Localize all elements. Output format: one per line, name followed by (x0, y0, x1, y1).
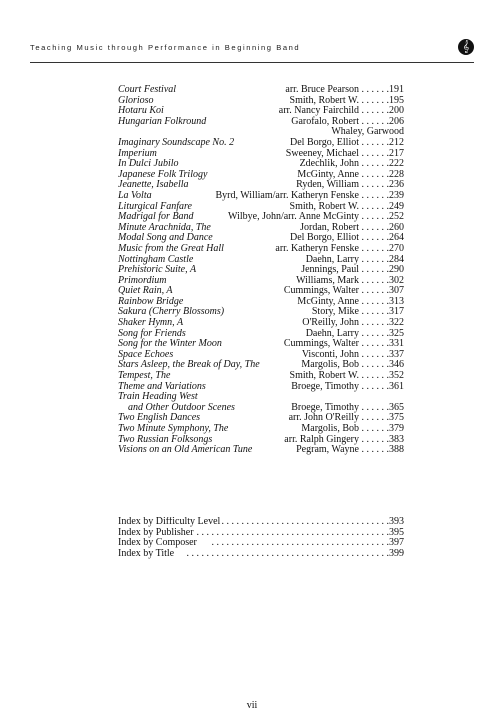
toc-entry-composer-page: Cummings, Walter . . . . . .307 (283, 285, 404, 297)
toc-entry-title: Two Russian Folksongs (118, 433, 213, 445)
toc-entry-title: Song for Friends (118, 327, 186, 339)
index-entry-label: Index by Title (118, 548, 175, 559)
toc-entry-composer-page: Smith, Robert W. . . . . . .195 (289, 94, 404, 106)
toc-entry-title: Quiet Rain, A (118, 285, 173, 297)
toc-entry-title: Imperium (118, 147, 157, 159)
toc-entry-title: Music from the Great Hall (118, 242, 224, 254)
toc-entry (118, 244, 404, 255)
toc-entry-composer-page: arr. John O'Reilly . . . . . .375 (288, 412, 404, 424)
toc-entry-composer-page: Broege, Timothy . . . . . .361 (291, 380, 404, 392)
toc-entry-composer-page: Ryden, William . . . . . .236 (296, 179, 404, 191)
toc-entry-composer-page: arr. Katheryn Fenske . . . . . .270 (275, 242, 404, 254)
index-entry-label: Index by Difficulty Level (118, 517, 221, 527)
toc-entry (118, 138, 404, 149)
index-entry (118, 549, 404, 560)
index-list (118, 517, 404, 559)
toc-entry-title: Hungarian Folkround (118, 115, 207, 127)
toc-entry-composer-page: O'Reilly, John . . . . . .322 (302, 317, 404, 329)
toc-entry-title: Nottingham Castle (118, 253, 194, 265)
toc-entry-title: La Volta (118, 189, 152, 201)
toc-entry-title: Imaginary Soundscape No. 2 (118, 136, 235, 148)
toc-entry-title: Primordium (118, 274, 167, 286)
toc-entry (118, 85, 404, 96)
toc-entry-composer-page: Byrd, William/arr. Katheryn Fenske . . . . . .239 (215, 189, 404, 201)
toc-entry-composer-page: Broege, Timothy . . . . . .365 (291, 401, 404, 413)
toc-entry-composer-page: Daehn, Larry . . . . . .325 (305, 327, 404, 339)
toc-entry-composer-page: McGinty, Anne . . . . . .228 (297, 168, 404, 180)
toc-entry-composer-page: Del Borgo, Elliot . . . . . .212 (290, 136, 404, 148)
toc-entry-title: Jeanette, Isabella (118, 179, 189, 191)
toc-entry (118, 445, 404, 456)
toc-entry-title: Shaker Hymn, A (118, 317, 184, 329)
toc-entry-composer-page: arr. Nancy Fairchild . . . . . .200 (278, 105, 404, 117)
toc-entry-composer-page: Margolis, Bob . . . . . .379 (301, 423, 404, 434)
toc-entry-title: Court Festival (118, 84, 177, 95)
toc-entry-composer-page: Garofalo, Robert . . . . . .206 (291, 115, 404, 127)
toc-entry-title: Two Minute Symphony, The (118, 423, 229, 434)
toc-entry-title: Japanese Folk Trilogy (118, 168, 208, 180)
toc-entry-composer-page: Smith, Robert W. . . . . . .352 (289, 370, 404, 382)
toc-entry-title: Rainbow Bridge (118, 295, 184, 307)
toc-entry-composer-page: McGinty, Anne . . . . . .313 (297, 295, 404, 307)
toc-entry-composer-page: Visconti, John . . . . . .337 (301, 348, 404, 360)
index-entry-page: . . . . . . . . . . . . . . . . . . . . . . . . . . . . . . . . . . . . . . .395 (196, 527, 404, 538)
toc-entry-title: In Dulci Jubilo (118, 158, 179, 170)
toc-entry-composer-page: Wilbye, John/arr. Anne McGinty . . . . . .252 (228, 211, 404, 223)
toc-entry-title: Train Heading West (118, 391, 198, 403)
index-entry-page: . . . . . . . . . . . . . . . . . . . . . . . . . . . . . . . . . . . .397 (211, 538, 404, 549)
toc-entry-title: Glorioso (118, 94, 154, 106)
toc-entry-composer-page: Story, Mike . . . . . .317 (311, 306, 404, 318)
index-entry-page: . . . . . . . . . . . . . . . . . . . . . . . . . . . . . . . . . .393 (221, 517, 404, 527)
toc-entry-composer-page: Pegram, Wayne . . . . . .388 (296, 444, 404, 456)
index-entry (118, 517, 404, 528)
toc-entry-title: Stars Asleep, the Break of Day, The (118, 359, 260, 371)
toc-entry-composer-page: Williams, Mark . . . . . .302 (296, 274, 404, 286)
index-entry (118, 538, 404, 549)
running-header (30, 40, 474, 58)
page-number: vii (246, 700, 258, 711)
toc-entry-title: Tempest, The (118, 370, 171, 382)
index-entry-page: . . . . . . . . . . . . . . . . . . . . . . . . . . . . . . . . . . . . . . . . .399 (186, 548, 404, 559)
running-header-title: Teaching Music through Performance in Beginning Band (30, 43, 301, 52)
toc-entry-title: Sakura (Cherry Blossoms) (118, 306, 225, 318)
toc-entry-title: Two English Dances (118, 412, 201, 424)
toc-entry-composer-page: Cummings, Walter . . . . . .331 (283, 338, 404, 350)
toc-entry-composer-page: Jennings, Paul . . . . . .290 (301, 264, 404, 276)
toc-entry-composer-page: Margolis, Bob . . . . . .346 (301, 359, 404, 371)
toc-entry-composer-page: arr. Bruce Pearson . . . . . .191 (285, 84, 404, 95)
toc-entry-title: Minute Arachnida, The (118, 221, 211, 233)
index-entry (118, 528, 404, 539)
toc-entry-composer-page: Del Borgo, Elliot . . . . . .264 (290, 232, 404, 244)
toc-entry-composer-page: arr. Ralph Gingery . . . . . .383 (284, 433, 404, 445)
toc-entry-composer-page: Daehn, Larry . . . . . .284 (305, 253, 404, 265)
toc-entry-title: Theme and Variations (118, 380, 206, 392)
toc-entry-composer-page: Jordan, Robert . . . . . .260 (300, 221, 404, 233)
index-entry-label: Index by Publisher (118, 527, 194, 538)
index-entry-label: Index by Composer (118, 538, 197, 549)
toc-entry-title: Hotaru Koi (118, 105, 164, 117)
toc-entry-composer-page: Whaley, Garwood (331, 126, 404, 138)
toc-entry (118, 424, 404, 435)
header-rule (30, 62, 474, 63)
toc-entry-composer-page: Smith, Robert W. . . . . . .249 (289, 200, 404, 212)
toc-entry-title: and Other Outdoor Scenes (128, 401, 235, 413)
treble-clef-icon: 𝄞 (458, 39, 474, 55)
toc-entry-title: Song for the Winter Moon (118, 338, 222, 350)
toc-entry-title: Liturgical Fanfare (118, 200, 192, 212)
toc-entry-composer-page: Sweeney, Michael . . . . . .217 (285, 147, 404, 159)
toc-entry-title: Prehistoric Suite, A (118, 264, 197, 276)
toc-entry-composer-page: Zdechlik, John . . . . . .222 (299, 158, 404, 170)
toc-entry (118, 191, 404, 202)
toc-entry-title: Visions on an Old American Tune (118, 444, 253, 456)
toc-entry-title: Madrigal for Band (118, 211, 194, 223)
toc-entry-title: Modal Song and Dance (118, 232, 213, 244)
contents-list (118, 85, 404, 456)
toc-entry-title: Space Echoes (118, 348, 174, 360)
